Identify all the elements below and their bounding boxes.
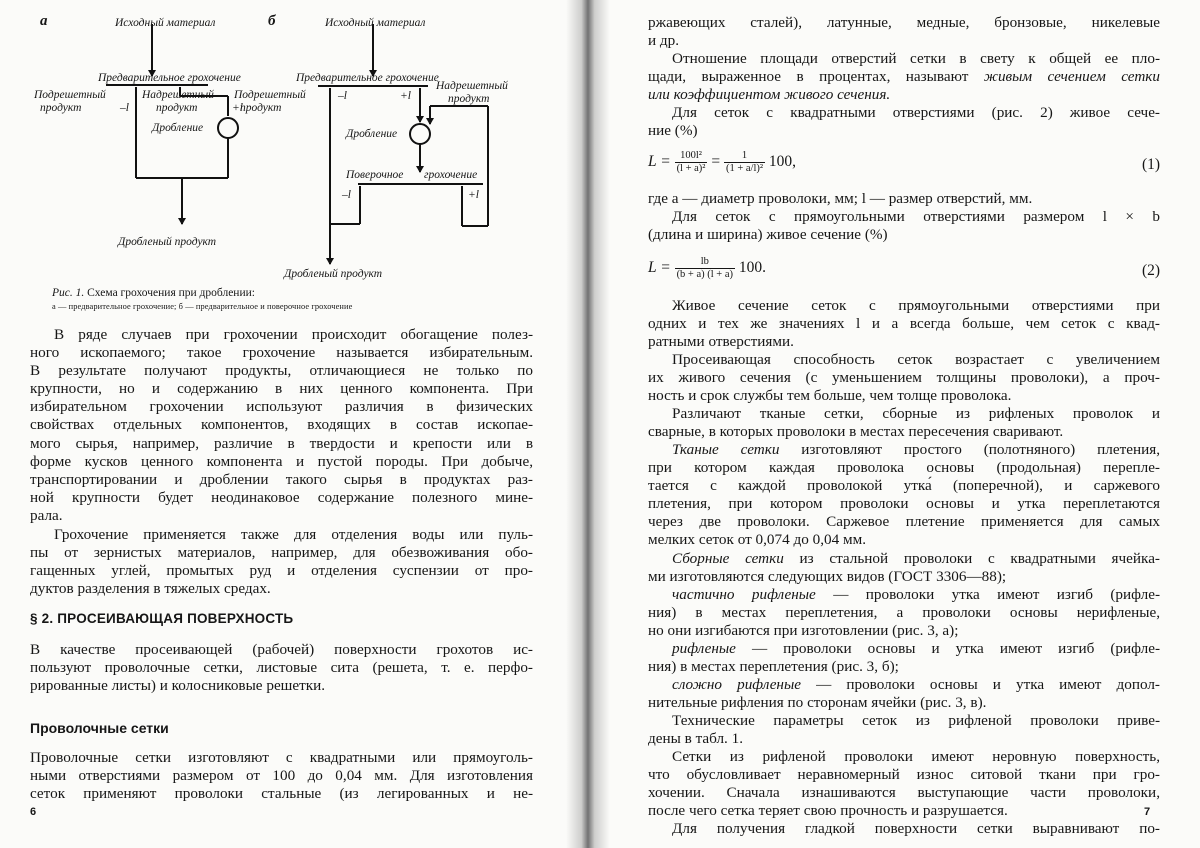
list-item-complex-crimped <box>648 676 1160 712</box>
oversize-a-line1: Надрешетный <box>142 89 214 101</box>
text-run: — проволоки основы и утка имеют изгиб (рифле- <box>735 640 1160 657</box>
undersize-a-line2: продукт <box>40 102 82 114</box>
crushed-product-a: Дробленый продукт <box>118 236 217 248</box>
text-line: ржавеющих сталей), латунные, медные, бронзовые, никелевые <box>648 14 1160 31</box>
text-line: В качестве просеивающей (рабочей) поверхности грохотов ис- <box>30 641 533 658</box>
text-line: Технические параметры сеток из рифленой проволоки приве- <box>672 712 1160 729</box>
text-line: Различают тканые сетки, сборные из рифленых проволок и <box>672 405 1160 422</box>
minus-l-a: –l <box>120 102 129 114</box>
text-line <box>648 68 1160 86</box>
text-line: Отношение площади отверстий сетки в свету к общей ее пло- <box>672 50 1160 67</box>
figure-caption <box>52 287 255 299</box>
formula-1-fraction-a <box>675 150 708 175</box>
formula-2-lhs: L = <box>648 259 671 277</box>
text-line <box>648 550 1160 568</box>
text-line: (длина и ширина) живое сечение (%) <box>648 226 888 244</box>
text-line: где а — диаметр проволоки, мм; l — размер отверстий, мм. <box>648 190 1033 207</box>
text-line: через две проволоки. Саржевое плетение применяется для самых <box>648 513 1160 531</box>
paragraph-uneven-surface <box>648 748 1160 820</box>
subsection-heading: Проволочные сетки <box>30 720 169 736</box>
text-line: рала. <box>30 506 63 524</box>
left-page <box>0 0 596 848</box>
text-line: мого сырья, например, различие в твердости и крепости или в <box>30 434 533 452</box>
term-partly-crimped: частично рифленые <box>672 586 816 603</box>
section-heading: § 2. ПРОСЕИВАЮЩАЯ ПОВЕРХНОСТЬ <box>30 611 294 626</box>
term-complex-crimped: сложно рифленые <box>672 676 801 693</box>
paragraph-selective-screening <box>30 326 533 525</box>
text-run: — проволоки основы и утка имеют допол- <box>801 676 1160 693</box>
text-line: В ряде случаев при грохочении происходит обогащение полез- <box>54 326 533 343</box>
formula-1-fraction-b <box>724 150 765 175</box>
fraction-denominator: (b + a) (l + a) <box>676 269 734 280</box>
text-line: но они изгибаются при изготовлении (рис. 3, а); <box>648 622 959 640</box>
formula-2-tail: 100. <box>738 259 767 277</box>
text-line: Просеивающая способность сеток возрастает с увеличением <box>672 351 1160 368</box>
term-crimped: рифленые <box>672 640 736 657</box>
pre-screening-b: Предварительное грохочение <box>296 72 439 84</box>
term-woven-meshes: Тканые сетки <box>672 441 780 458</box>
text-line: тается с каждой проволокой утка́ (поперечной), и саржевого <box>648 477 1160 495</box>
text-line: мелких сеток от 0,074 до 0,04 мм. <box>648 531 867 549</box>
formula-1 <box>648 150 796 175</box>
text-line: сеток применяют проволоки стальные (из легированных и не- <box>30 785 533 803</box>
diagram-lines <box>28 6 548 281</box>
text-line: и др. <box>648 32 680 50</box>
scheme-a-label: а <box>40 13 48 29</box>
text-line: что обусловливает неравномерный износ ситовой ткани при гро- <box>648 766 1160 784</box>
text-line <box>648 441 1160 459</box>
formula-1-tail: 100, <box>768 153 797 171</box>
text-line: после чего сетка теряет свою прочность и разрушается. <box>648 802 1008 820</box>
crushed-product-b: Дробленый продукт <box>284 268 383 280</box>
text-line: хочении. Сначала изнашиваются выступающие части проволоки, <box>648 784 1160 802</box>
text-line: Сетки из рифленой проволоки имеют неровную поверхность, <box>672 748 1160 765</box>
oversize-b-line1: Надрешетный <box>436 80 508 92</box>
text-line: при котором каждая проволока основы (продольная) перепле- <box>648 459 1160 477</box>
paragraph-woven-meshes <box>648 441 1160 550</box>
paragraph-capacity <box>648 351 1160 405</box>
text-line: рированные листы) и колосниковые решетки. <box>30 677 326 695</box>
paragraph-open-area <box>648 50 1160 104</box>
formula-1-equals: = <box>711 153 721 171</box>
term-open-area: живым сечением сетки <box>983 68 1160 86</box>
plus-l-b: +l <box>400 90 411 102</box>
page-number-left: 6 <box>30 806 37 818</box>
text-line: ными отверстиями размером от 100 до 0,04 мм. Для изготовления <box>30 767 533 785</box>
text-line: плетения, при котором проволоки основы и утка переплетаются <box>648 495 1160 513</box>
text-line: ния) в местах переплетения (рис. 3, б); <box>648 658 899 676</box>
text-line <box>648 640 1160 658</box>
paragraph-assembled-meshes <box>648 550 1160 586</box>
text-line: ной крупности будет неодинаковое содержание полезного мине- <box>30 488 533 506</box>
undersize-a-line1: Подрешетный <box>34 89 106 101</box>
list-item-partly-crimped <box>648 586 1160 640</box>
text-line: ния) в местах переплетения, а проволоки основы нерифленые, <box>648 604 1160 622</box>
undersize-b-line1: Подрешетный <box>234 89 306 101</box>
text-line: пользуют проволочные сетки, листовые сита (решета, т. е. перфо- <box>30 659 533 677</box>
paragraph-screening-surface <box>30 641 533 695</box>
text-run: щади, выраженное в процентах, называют <box>648 68 984 86</box>
text-line: Живое сечение сеток с прямоугольными отверстиями при <box>672 297 1160 314</box>
fraction-numerator: 1 <box>724 150 765 163</box>
text-line: ратными отверстиями. <box>648 333 794 351</box>
formula-2 <box>648 256 766 281</box>
paragraph-smooth-surface <box>648 820 1160 838</box>
plus-l-b2: +l <box>468 189 479 201</box>
figure-caption-title: Схема грохочения при дроблении: <box>87 287 255 299</box>
text-run: из стальной проволоки с квадратными ячейка- <box>783 550 1160 567</box>
source-material-a: Исходный материал <box>115 17 216 29</box>
text-line: Для сеток с прямоугольными отверстиями размером l × b <box>672 208 1160 225</box>
screening-diagram <box>28 6 548 281</box>
text-line <box>648 586 1160 604</box>
text-line <box>648 676 1160 694</box>
equation-number-1: (1) <box>1142 156 1161 173</box>
check-screening-word1: Поверочное <box>346 169 404 181</box>
paragraph-dewatering <box>30 526 533 598</box>
equation-number-2: (2) <box>1142 262 1161 279</box>
check-screening-word2: грохочение <box>424 169 478 181</box>
text-line: их живого сечения (с уменьшением толщины проволоки), а проч- <box>648 369 1160 387</box>
fraction-denominator: (1 + a/l)² <box>725 163 764 174</box>
formula-2-fraction <box>675 256 735 281</box>
paragraph-continuation <box>648 14 1160 50</box>
source-material-b: Исходный материал <box>325 17 426 29</box>
crushing-a: Дробление <box>152 122 204 134</box>
paragraph-wire-meshes <box>30 749 533 803</box>
paragraph-rect-holes <box>648 208 1160 244</box>
page-number-right: 7 <box>1144 806 1151 818</box>
text-line: В результате получают продукты, отличающиеся не только по <box>30 362 533 380</box>
text-line: Для получения гладкой поверхности сетки выравнивают по- <box>672 820 1160 837</box>
pre-screening-a: Предварительное грохочение <box>98 72 241 84</box>
text-line <box>648 86 1160 104</box>
scheme-b-label: б <box>268 13 276 29</box>
text-line: крупности, но и содержанию в них ценного компонента. При <box>30 380 533 398</box>
text-line: ного ископаемого; такое грохочение называется избирательным. <box>30 344 533 362</box>
text-line: Для сеток с квадратными отверстиями (рис. 2) живое сече- <box>672 104 1160 121</box>
text-line: форме кусков ценного компонента и пустой породы. При добыче, <box>30 452 533 470</box>
text-line: ми изготовляются следующих видов (ГОСТ 3306—88); <box>648 568 1007 586</box>
text-line: избирательном грохочении используют различия в физических <box>30 398 533 416</box>
paragraph-square-holes <box>648 104 1160 140</box>
fraction-numerator: lb <box>675 256 735 269</box>
undersize-b-line2: продукт <box>240 102 282 114</box>
right-page <box>604 0 1200 848</box>
oversize-b-line2: продукт <box>448 93 490 105</box>
paragraph-tech-params <box>648 712 1160 748</box>
text-line: Грохочение применяется также для отделения воды или пуль- <box>54 526 533 543</box>
paragraph-where <box>648 190 1160 208</box>
text-line: транспортировании и дроблении такого сырья в продуктах раз- <box>30 470 533 488</box>
fraction-numerator: 100l² <box>675 150 708 163</box>
text-line: дуктов разделения в тяжелых средах. <box>30 580 271 598</box>
figure-caption-label: Рис. 1. <box>52 287 85 299</box>
minus-l-b: –l <box>338 90 347 102</box>
paragraph-rect-vs-square <box>648 297 1160 351</box>
fraction-denominator: (l + a)² <box>676 163 706 174</box>
text-line: ние (%) <box>648 122 698 140</box>
term-assembled-meshes: Сборные сетки <box>672 550 784 567</box>
oversize-a-line2: продукт <box>156 102 198 114</box>
text-line: гащенных углей, промытых руд и отделения суспензии от про- <box>30 562 533 580</box>
text-line: свойствах отдельных компонентов, входящих в состав ископае- <box>30 416 533 434</box>
text-line: пы от зернистых материалов, например, для обезвоживания обо- <box>30 544 533 562</box>
term-open-area-coefficient: или коэффициентом живого сечения. <box>648 86 891 104</box>
formula-1-lhs: L = <box>648 153 671 171</box>
text-line: сварные, в которых проволоки в местах пересечения сваривают. <box>648 423 1064 441</box>
list-item-crimped <box>648 640 1160 676</box>
text-run: — проволоки утка имеют изгиб (рифле- <box>815 586 1160 603</box>
paragraph-mesh-types <box>648 405 1160 441</box>
minus-l-b2: –l <box>342 189 351 201</box>
plus-l-a: +l <box>232 102 243 114</box>
text-run: изготовляют простого (полотняного) плетения, <box>779 441 1160 458</box>
crushing-b: Дробление <box>346 128 398 140</box>
text-line: нительные рифления по сторонам ячейки (рис. 3, в). <box>648 694 987 712</box>
text-line: дены в табл. 1. <box>648 730 744 748</box>
text-line: одних и тех же значениях l и a всегда больше, чем сеток с квад- <box>648 315 1160 333</box>
text-line: ность и срок службы тем больше, чем толще проволока. <box>648 387 1012 405</box>
text-line: Проволочные сетки изготовляют с квадратными или прямоуголь- <box>30 749 533 766</box>
figure-caption-sub: а — предварительное грохочение; б — предварительное и поверочное грохочение <box>52 302 353 311</box>
